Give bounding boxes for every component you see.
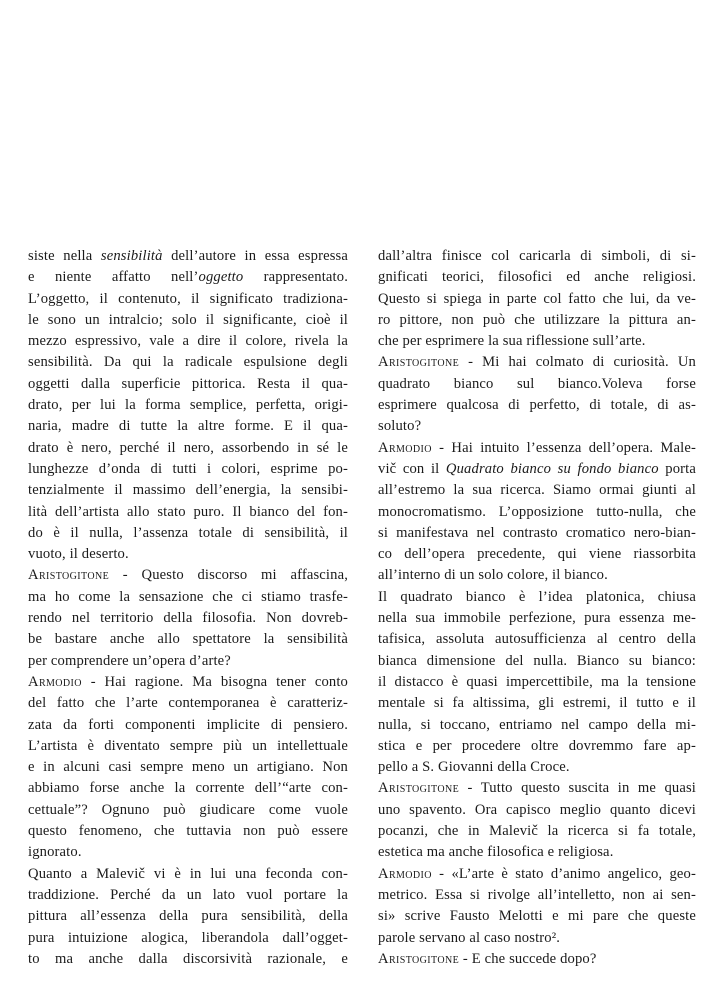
text-line [28,544,348,565]
text-segment: co dell’opera precedente, qui viene riassorbita [378,546,696,563]
text-segment: Quanto a Malevič vi è in lui una feconda con- [28,865,348,882]
text-segment: ignorato. [28,844,82,861]
text-segment: Il quadrato bianco è l’idea platonica, chiusa [378,588,696,605]
text-line [378,928,696,949]
text-line [28,757,348,778]
text-segment: ma ho come la sensazione che ci stiamo trasfe- [28,588,348,605]
text-line [28,693,348,714]
text-line [28,736,348,757]
text-segment: lità dell’artista allo stato puro. Il bianco del fon- [28,503,348,520]
text-line [28,608,348,629]
text-segment: all’interno di un solo colore, il bianco. [378,567,608,584]
text-segment: - Questo discorso mi affascina, [109,567,348,584]
text-segment: L’artista è diventato sempre più un intellettuale [28,737,348,754]
text-segment: pura intuizione alogica, liberandola dall’ogget- [28,929,348,946]
text-segment: zata da forti componenti implicite di pensiero. [28,716,348,733]
text-line [378,864,696,885]
text-segment: mezzo espressivo, vale a dire il colore, rivela la [28,333,348,350]
text-line [378,310,696,331]
text-segment: pittura all’essenza della pura sensibilità, della [28,908,348,925]
text-line [378,352,696,373]
text-segment: pello a S. Giovanni della Croce. [378,759,570,776]
text-line [28,842,348,863]
text-line [28,629,348,650]
speaker-name: Aristogitone [28,567,110,584]
text-segment: - Tutto questo suscita in me quasi [459,780,696,797]
text-segment: nulla, si toccano, entriamo nel campo della mi- [378,716,696,733]
text-segment: monocromatismo. L’opposizione tutto-nulla, che [378,503,696,520]
text-segment: si manifestava nel contrasto cromatico nero-bian- [378,524,696,541]
text-segment: esprimere qualcosa di perfetto, di totale, di as- [378,397,696,414]
text-line [28,310,348,331]
speaker-name: Armodio [378,439,432,456]
text-line [28,651,348,672]
text-line [378,608,696,629]
text-line [378,374,696,395]
text-line [28,672,348,693]
text-line [378,949,696,970]
text-line [28,565,348,586]
text-segment: nella sua immobile perfezione, pura essenza me- [378,610,696,627]
text-line [28,800,348,821]
text-segment: gnificati teorici, filosofici ed anche religiosi. [378,269,696,286]
text-line [28,289,348,310]
speaker-name: Armodio [378,865,432,882]
text-segment: do è il nulla, l’assenza totale di sensibilità, il [28,524,348,541]
text-line [378,778,696,799]
italic-title: oggetto [198,269,244,286]
text-segment: - Mi hai colmato di curiosità. Un [459,354,696,371]
text-segment: be bastare anche allo spettatore la sensibilità [28,631,348,648]
text-segment: traddizione. Perché da un lato vuol portare la [28,886,348,903]
text-segment: rendo nel territorio della filosofia. Non dovreb- [28,610,348,627]
text-line [28,267,348,288]
text-line [28,459,348,480]
text-segment: questo fenomeno, che tuttavia non può essere [28,823,348,840]
text-segment: drato è nero, perché il nero, assorbendo in sé le [28,439,348,456]
text-line [28,246,348,267]
text-segment: e niente affatto nell’ [28,269,199,286]
text-segment: L’oggetto, il contenuto, il significato tradiziona- [28,290,348,307]
text-line [28,480,348,501]
text-line [378,757,696,778]
text-line [378,267,696,288]
left-text-column [28,246,348,970]
text-line [378,523,696,544]
text-segment: - Hai intuito l’essenza dell’opera. Male- [431,439,696,456]
text-line [378,565,696,586]
text-line [378,842,696,863]
text-segment: sensibilità. Da qui la radicale espulsione degli [28,354,348,371]
text-line [28,352,348,373]
text-line [378,480,696,501]
text-segment: - «L’arte è stato d’animo angelico, geo- [431,865,696,882]
text-segment: all’estremo la sua ricerca. Siamo ormai giunti al [378,482,696,499]
text-segment: rappresentato. [243,269,348,286]
text-segment: oggetti dalla superficie pittorica. Resta il qua- [28,375,348,392]
text-line [378,672,696,693]
text-line [28,374,348,395]
speaker-name: Aristogitone [378,780,460,797]
text-segment: porta [658,460,696,477]
text-line [28,416,348,437]
text-segment: lunghezze d’onda di tutti i colori, esprime po- [28,460,348,477]
text-segment: metrico. Essa si rivolge all’intelletto, non ai sen- [378,886,696,903]
text-line [28,587,348,608]
text-segment: Questo si spiega in parte col fatto che lui, da ve- [378,290,696,307]
text-line [378,459,696,480]
text-line [28,821,348,842]
text-segment: siste nella [28,248,101,264]
text-segment: abbiamo forse anche la corrente dell’“arte con- [28,780,348,797]
text-line [378,289,696,310]
text-line [378,906,696,927]
text-line [28,928,348,949]
text-segment: drato, per lui la forma semplice, perfetta, origi- [28,397,348,414]
italic-title: Quadrato bianco su fondo bianco [445,460,659,477]
text-line [28,523,348,544]
text-segment: si» scrive Fausto Melotti e mi pare che queste [378,908,696,925]
text-line [378,416,696,437]
text-segment: pocanzi, che in Malevič la ricerca si fa totale, [378,823,696,840]
text-line [28,949,348,970]
text-line [378,629,696,650]
text-segment: le sono un intralcio; solo il significante, cioè il [28,311,348,328]
text-segment: tenzialmente il massimo dell’energia, la sensibi- [28,482,348,499]
text-line [28,778,348,799]
text-segment: dell’autore in essa espressa [162,248,348,264]
text-segment: estetica ma anche filosofica e religiosa. [378,844,614,861]
speaker-name: Aristogitone [378,950,460,967]
text-segment: quadrato bianco sul bianco.Voleva forse [378,375,696,392]
text-line [378,821,696,842]
text-line [378,395,696,416]
text-line [378,800,696,821]
text-line [378,885,696,906]
text-line [378,693,696,714]
text-segment: parole servano al caso nostro². [378,929,561,946]
text-segment: il distacco è quasi impercettibile, ma la tensione [378,673,696,690]
text-segment: del fatto che l’arte contemporanea è caratteriz- [28,695,348,712]
text-line [28,395,348,416]
text-line [378,331,696,352]
text-segment: mentale si fa altissima, gli estremi, il tutto e il [378,695,696,712]
text-line [378,715,696,736]
text-segment: to ma anche dalla discorsività razionale, e [28,950,348,967]
text-line [378,438,696,459]
right-text-column [378,246,696,970]
speaker-name: Armodio [28,673,82,690]
text-segment: che per esprimere la sua riflessione sull’arte. [378,333,646,350]
text-segment: dall’altra finisce col caricarla di simboli, di si- [378,248,696,264]
text-line [378,246,696,267]
text-line [28,502,348,523]
text-segment: cettuale”? Ognuno può giudicare come vuole [28,801,348,818]
text-segment: naria, madre di tutte la altre forme. E il qua- [28,418,348,435]
text-line [28,715,348,736]
text-line [28,438,348,459]
text-line [378,544,696,565]
text-line [378,736,696,757]
text-segment: soluto? [378,418,422,435]
text-line [28,906,348,927]
text-segment: vič con il [378,460,446,477]
text-line [28,331,348,352]
text-segment: - E che succede dopo? [459,950,597,967]
text-segment: stica e per procedere oltre dovremmo fare ap- [378,737,696,754]
text-segment: uno spavento. Ora capisco meglio quanto dicevi [378,801,696,818]
text-segment: vuoto, il deserto. [28,546,129,563]
text-line [378,502,696,523]
text-line [28,864,348,885]
text-segment: bianca dimensione del nulla. Bianco su bianco: [378,652,696,669]
text-segment: - Hai ragione. Ma bisogna tener conto [81,673,348,690]
text-line [378,651,696,672]
text-line [378,587,696,608]
text-segment: e in alcuni casi sempre meno un artigiano. Non [28,759,348,776]
italic-title: sensibilità [100,248,163,264]
speaker-name: Aristogitone [378,354,460,371]
text-segment: per comprendere un’opera d’arte? [28,652,231,669]
text-segment: ro pittore, non può che utilizzare la pittura an- [378,311,696,328]
text-line [28,885,348,906]
text-segment: tafisica, assoluta autosufficienza al centro della [378,631,696,648]
